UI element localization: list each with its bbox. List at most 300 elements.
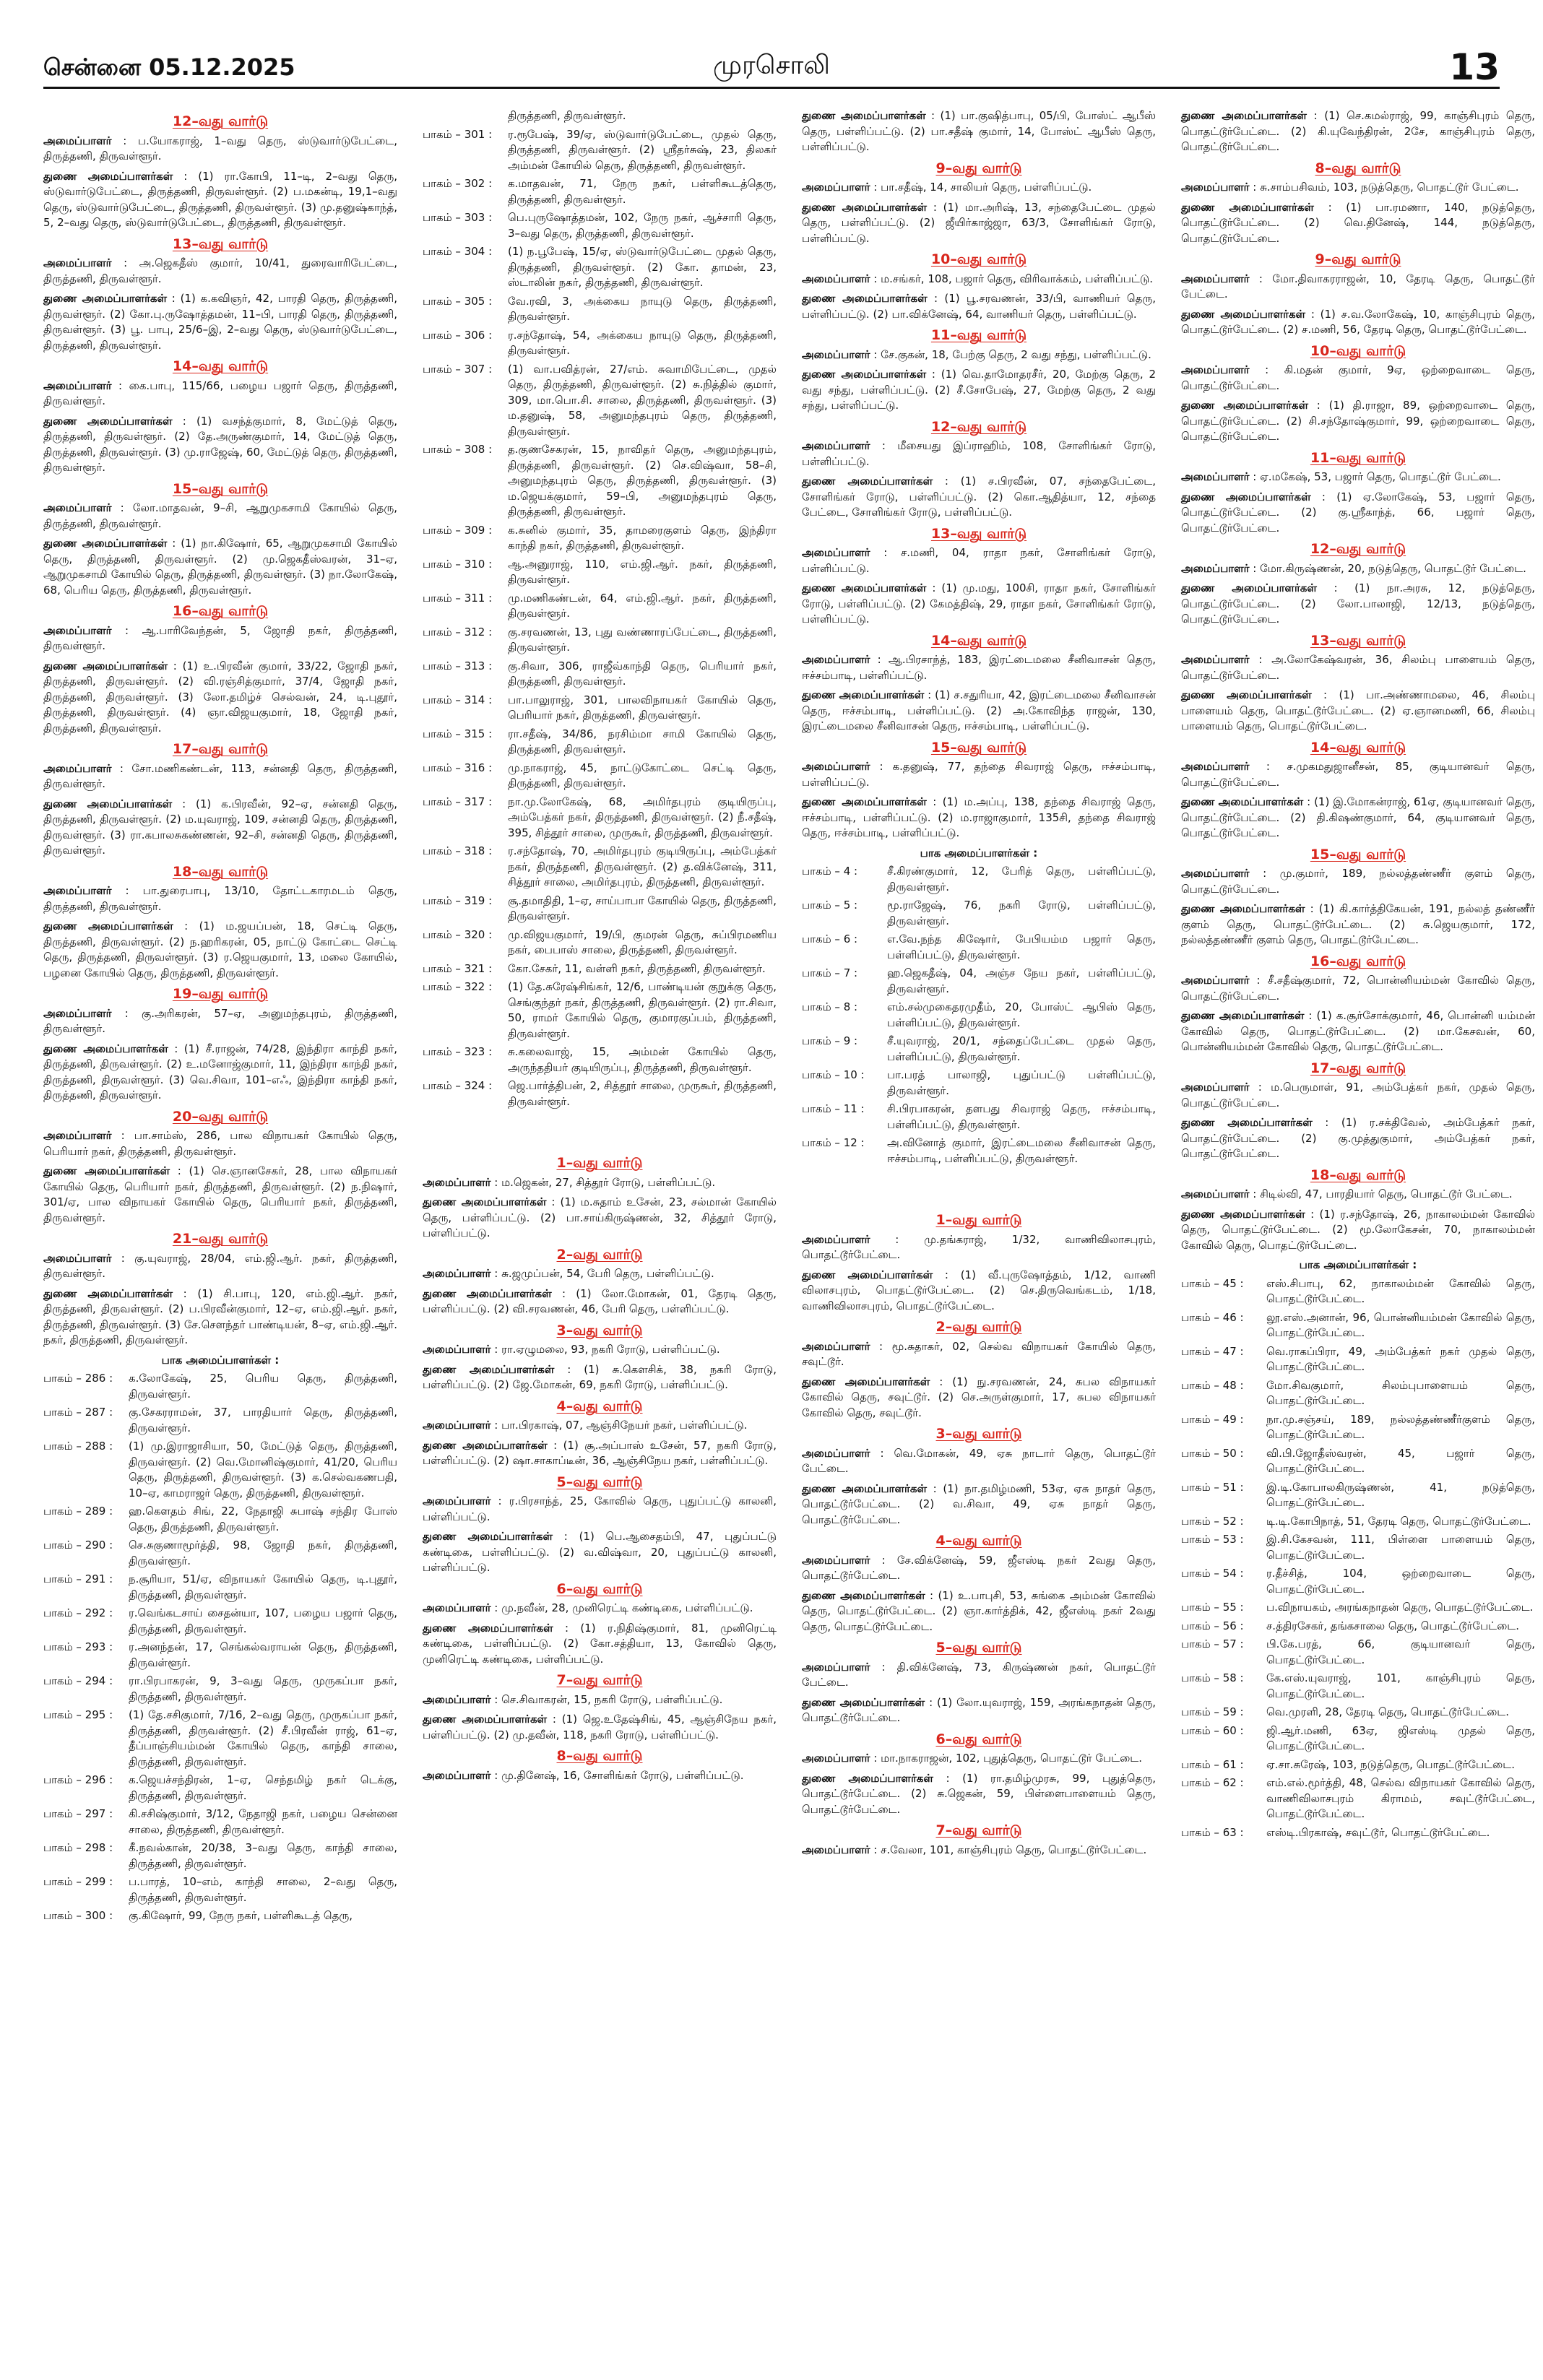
pagam-number: பாகம் – 298 : <box>43 1841 113 1854</box>
pagam-person: கி.சசிஷ்குமார், 3/12, நேதாஜி நகர், பழைய சென்னை சாலை, திருத்தணி, திருவள்ளூர். <box>129 1807 397 1836</box>
pagam-person: ப.பாரத், 10–எம், காந்தி சாலை, 2–வது தெரு, திருத்தணி, திருவள்ளூர். <box>129 1875 397 1904</box>
pagam-number: பாகம் – 316 : <box>423 761 493 774</box>
organiser-name: ப.யோகராஜ், 1–வது தெரு, ஸ்டுவார்டுபேட்டை, திருத்தணி, திருவள்ளூர். <box>43 134 397 163</box>
organiser: அமைப்பாளர் : மு.நவீன், 28, முனிரெட்டி கண்டிகை, பள்ளிப்பட்டு. <box>423 1601 753 1614</box>
pagam-person: (1) தே.சுரேஷ்சிங்கர், 12/6, பாண்டியன் குறுக்கு தெரு, செங்குந்தர் நகர், திருத்தணி, திருவள்ளூர். (2) ரா.சிவா, 50, ராமர் கோயில் தெரு, குமாரகுப்பம், திருத்தணி, திருவள்ளூர். <box>508 980 777 1040</box>
organiser-label: அமைப்பாளர் <box>423 1419 491 1432</box>
organiser-label: அமைப்பாளர் <box>802 181 870 194</box>
deputy-list: (1) ரா.தமிழ்முரசு, 99, புதுத்தெரு, பொதட்டூர்பேட்டை. (2) சு.ஜெகன், 59, பிள்ளைபாளையம் தெரு, பொதட்டூர்பேட்டை. <box>802 1771 1157 1816</box>
pagam-entry <box>43 1572 397 1603</box>
column-1 <box>43 108 397 1927</box>
organiser: அமைப்பாளர் : அ.ஜெகதீஸ் குமார், 10/41, துரைவாரிபேட்டை, திருத்தணி, திருவள்ளூர். <box>43 256 397 285</box>
organiser-name: பா.சாம்ஸ், 286, பால விநாயகர் கோயில் தெரு, பெரியார் நகர், திருத்தணி, திருவள்ளூர். <box>43 1129 397 1158</box>
deputy-list: (1) நா.தமிழ்மணி, 53ஏ, ஏசு நாதர் தெரு, பொதட்டூர்பேட்டை. (2) வ.சிவா, 49, ஏசு நாதர் தெரு, பொதட்டூர்பேட்டை. <box>802 1481 1157 1526</box>
ward-heading <box>802 1427 1156 1442</box>
organiser-name: மோ.திவாகரராஜன், 10, தேரடி தெரு, பொதட்டூர் பேட்டை. <box>1181 272 1535 300</box>
deputy-list: (1) நு.சரவணன், 24, சுபல விநாயகர் கோவில் தெரு, சவுட்டூர். (2) செ.அருள்குமார், 17, சுபல விநாயகர் கோவில் தெரு, சவுட்டூர். <box>802 1375 1157 1419</box>
organiser-name: பா.துரைபாபு, 13/10, தோட்டகாரமடம் தெரு, திருத்தணி, திருவள்ளூர். <box>43 884 397 913</box>
ward-heading <box>1181 954 1535 970</box>
pagam-person: கு.கிஷோர், 99, நேரு நகர், பள்ளிகூடத் தெரு, <box>129 1909 353 1922</box>
deputy-organisers: துணை அமைப்பாளர்கள் : (1) பா.குஷித்பாபு, 05/பி, போஸ்ட் ஆபீஸ் தெரு, பள்ளிப்பட்டு. (2) பா.சதீஷ் குமார், 14, போஸ்ட் ஆபீஸ் தெரு, பள்ளிப்பட்டு. <box>802 109 1156 153</box>
organiser-name: மா.நாகராஜன், 102, புதுத்தெரு, பொதட்டூர் பேட்டை. <box>881 1752 1142 1765</box>
pagam-number: பாகம் – 302 : <box>423 177 493 190</box>
deputy-list: (1) சு.கௌசிக், 38, நகரி ரோடு, பள்ளிப்பட்டு. (2) ஜே.மோகன், 69, நகரி ரோடு, பள்ளிப்பட்டு. <box>423 1362 777 1391</box>
deputy-organisers: துணை அமைப்பாளர்கள் : (1) பெ.ஆசைதம்பி, 47, புதுப்பட்டு கண்டிகை, பள்ளிப்பட்டு. (2) வ.விஷ்வா, 20, புதுப்பட்டு காலனி, பள்ளிப்பட்டு. <box>423 1530 777 1574</box>
pagam-person: (1) தே.சசிகுமார், 7/16, 2–வது தெரு, முருகப்பா நகர், திருத்தணி, திருவள்ளூர். (2) சீ.பிரவீன் ராஜ், 61–ஏ, தீப்பாஞ்சியம்மன் கோயில் தெரு, காந்தி சாலை, திருத்தணி, திருவள்ளூர். <box>129 1708 397 1768</box>
deputy-list: (1) செ.ஞானசேகர், 28, பால விநாயகர் கோயில் தெரு, பெரியார் நகர், திருத்தணி, திருவள்ளூர். (2) ந.நிஷார், 301/ஏ, பால விநாயகர் கோயில் தெரு, பெரியார் நகர், திருத்தணி, திருவள்ளூர். <box>43 1164 397 1224</box>
organiser-name: மோ.கிருஷ்ணன், 20, நடுத்தெரு, பொதட்டூர் பேட்டை. <box>1260 561 1526 575</box>
organiser-label: அமைப்பாளர் <box>802 1660 870 1674</box>
ward-heading <box>423 1323 777 1339</box>
ward-heading <box>802 420 1156 436</box>
deputy-list: (1) ம.ஜயப்பன், 18, செட்டி தெரு, திருத்தணி, திருவள்ளூர். (2) ந.ஹரிகரன், 05, நாட்டு கோட்டை செட்டி தெரு, திருத்தணி, திருவள்ளூர். (3) ர.ஜெயகுமார், 13, மலை கோயில், பழனை கோயில் தெரு, திருத்தணி, திருவள்ளூர். <box>43 919 398 979</box>
ward-heading <box>423 1582 777 1598</box>
pagam-entry <box>1181 1825 1535 1841</box>
pagam-number: பாகம் – 63 : <box>1181 1825 1244 1839</box>
ward-heading <box>802 1213 1156 1229</box>
pagam-person: க.ஜெயச்சந்திரன், 1–ஏ, செந்தமிழ் நகர் டெக்கு, திருத்தணி, திருவள்ளூர். <box>129 1773 397 1802</box>
deputy-label: துணை அமைப்பாளர்கள் <box>1181 1116 1313 1129</box>
pagam-person: எஸ்.சிபாபு, 62, நாகாலம்மன் கோவில் தெரு, பொதட்டூர்பேட்டை. <box>1266 1276 1535 1305</box>
pagam-entry <box>423 210 777 241</box>
organiser-name: மு.நவீன், 28, முனிரெட்டி கண்டிகை, பள்ளிப்பட்டு. <box>501 1601 753 1614</box>
ward-heading <box>423 1673 777 1689</box>
deputy-organisers: துணை அமைப்பாளர்கள் : (1) நா.தமிழ்மணி, 53ஏ, ஏசு நாதர் தெரு, பொதட்டூர்பேட்டை. (2) வ.சிவா, 49, ஏசு நாதர் தெரு, பொதட்டூர்பேட்டை. <box>802 1481 1157 1526</box>
ward-heading <box>1181 252 1535 268</box>
pagam-number: பாகம் – 305 : <box>423 294 493 308</box>
ward-heading <box>1181 1061 1535 1077</box>
organiser-label: அமைப்பாளர் <box>1181 1187 1250 1200</box>
organiser-name: மு.தினேஷ், 16, சோளிங்கர் ரோடு, பள்ளிப்பட்டு. <box>501 1768 744 1782</box>
deputy-list: (1) ம.சுதாம் உசேன், 23, சல்மான் கோயில் தெரு, பள்ளிப்பட்டு. (2) பா.சாய்கிருஷ்ணன், 32, சித்தூர் ரோடு, பள்ளிப்பட்டு. <box>423 1195 777 1239</box>
organiser-label: அமைப்பாளர் <box>1181 561 1250 575</box>
pagam-entry <box>43 1439 397 1501</box>
deputy-list: (1) ஜெ.உதேஷ்சிங், 45, ஆஞ்சிநேய நகர், பள்ளிப்பட்டு. (2) மு.தவீன், 118, நகரி ரோடு, பள்ளிப்பட்டு. <box>423 1713 777 1741</box>
pagam-entry <box>1181 1705 1535 1721</box>
ward-title: 2–வது வார்டு <box>556 1246 643 1263</box>
deputy-list: (1) மா.அரிஷ், 13, சந்தைபேட்டை முதல் தெரு, பள்ளிப்பட்டு. (2) ஜீயிர்காஜ்ஜா, 63/3, சோளிங்கர் ரோடு, பள்ளிப்பட்டு. <box>802 200 1157 245</box>
deputy-organisers: துணை அமைப்பாளர்கள் : (1) ம.அப்பு, 138, தந்தை சிவராஜ் தெரு, ஈச்சம்பாடி, பள்ளிப்பட்டு. (2) ம.ராஜாகுமார், 135சி, தந்தை சிவராஜ் தெரு, ஈச்சம்பாடி, பள்ளிப்பட்டு. <box>802 795 1157 839</box>
pagam-number: பாகம் – 53 : <box>1181 1533 1244 1546</box>
pagam-number: பாகம் – 315 : <box>423 727 493 740</box>
organiser-label: அமைப்பாளர் <box>43 501 112 514</box>
ward-title: 13–வது வார்டு <box>172 235 269 252</box>
ward-heading <box>1181 633 1535 649</box>
ward-heading <box>1181 161 1535 177</box>
deputy-organisers: துணை அமைப்பாளர்கள் : (1) நா.அரசு, 12, நடுத்தெரு, பொதட்டூர்பேட்டை. (2) லோ.பாலாஜி, 12/13, நடுத்தெரு, பொதட்டூர்பேட்டை. <box>1181 581 1535 626</box>
deputy-organisers: துணை அமைப்பாளர்கள் : (1) ரா.கோபி, 11–டி, 2–வது தெரு, ஸ்டுவார்டுபேட்டை, திருத்தணி, திருவள்ளூர். (2) ப.மகன்டி, 19,1–வது தெரு, ஸ்டுவார்டுபேட்டை, திருத்தணி, திருவள்ளூர். (3) மு.தனுஷ்காந்த், 5, 2–வது தெரு, ஸ்டுவார்டுபேட்டை, திருத்தணி, திருவள்ளூர். <box>43 169 397 229</box>
deputy-organisers: துணை அமைப்பாளர்கள் : (1) தி.ராஜா, 89, ஒற்றைவாடை தெரு, பொதட்டூர்பேட்டை. (2) சி.சந்தோஷ்குமார், 99, ஒற்றைவாடை தெரு, பொதட்டூர்பேட்டை. <box>1181 399 1535 443</box>
deputy-label: துணை அமைப்பாளர்கள் <box>423 1621 553 1635</box>
organiser-name: மு.குமார், 189, நல்லத்தண்ணீர் குளம் தெரு, பொதட்டூர்பேட்டை. <box>1181 867 1535 896</box>
ward-heading <box>43 1109 397 1125</box>
organiser: அமைப்பாளர் : சே.குகன், 18, பேற்கு தெரு, 2 வது சந்து, பள்ளிப்பட்டு. <box>802 347 1151 361</box>
ward-title: 13–வது வார்டு <box>1310 632 1406 649</box>
pagam-entry <box>423 659 777 690</box>
deputy-organisers: துணை அமைப்பாளர்கள் : (1) பா.அண்ணாமலை, 46, சிலம்பு பாளையம் தெரு, பொதட்டூர்பேட்டை. (2) ஏ.ஞானமணி, 66, சிலம்பு பாளையம் தெரு, பொதட்டூர்பேட்டை. <box>1181 688 1535 732</box>
organiser-label: அமைப்பாளர் <box>43 623 112 637</box>
pagam-entry <box>423 979 777 1042</box>
deputy-list: (1) பா.குஷித்பாபு, 05/பி, போஸ்ட் ஆபீஸ் தெரு, பள்ளிப்பட்டு. (2) பா.சதீஷ் குமார், 14, போஸ்ட் ஆபீஸ் தெரு, பள்ளிப்பட்டு. <box>802 109 1156 153</box>
deputy-list: (1) க.பிரவீன், 92–ஏ, சன்னதி தெரு, திருத்தணி, திருவள்ளூர். (2) ம.யுவராஜ், 109, சன்னதி தெரு, திருத்தணி, திருவள்ளூர். (3) ரா.கபாலசுகண்ணன், 92–சி, சன்னதி தெரு, திருத்தணி, திருவள்ளூர். <box>43 797 398 857</box>
pagam-person: கு.சிவா, 306, ராஜீவ்காந்தி தெரு, பெரியார் நகர், திருத்தணி, திருவள்ளூர். <box>508 659 777 688</box>
organiser-name: சே.குகன், 18, பேற்கு தெரு, 2 வது சந்து, பள்ளிப்பட்டு. <box>881 347 1151 361</box>
pagam-number: பாகம் – 297 : <box>43 1807 113 1820</box>
pagam-number: பாகம் – 4 : <box>802 865 858 878</box>
deputy-organisers: துணை அமைப்பாளர்கள் : (1) ம.சுதாம் உசேன், 23, சல்மான் கோயில் தெரு, பள்ளிப்பட்டு. (2) பா.சாய்கிருஷ்ணன், 32, சித்தூர் ரோடு, பள்ளிப்பட்டு. <box>423 1195 777 1239</box>
pagam-number: பாகம் – 60 : <box>1181 1723 1244 1737</box>
deputy-list: (1) ச.பிரவீன், 07, சந்தைபேட்டை, சோளிங்கர் ரோடு, பள்ளிப்பட்டு. (2) கொ.ஆதித்யா, 12, சந்தை பேட்டை, சோளிங்கர் ரோடு, பள்ளிப்பட்டு. <box>802 475 1157 519</box>
organiser-name: ஏ.மகேஷ், 53, பஜார் தெரு, பொதட்டூர் பேட்டை. <box>1260 470 1501 483</box>
deputy-label: துணை அமைப்பாளர்கள் <box>1181 688 1312 701</box>
pagam-number: பாகம் – 299 : <box>43 1875 113 1888</box>
pagam-number: பாகம் – 313 : <box>423 659 493 672</box>
ward-title: 10–வது வார்டு <box>1310 342 1406 359</box>
organiser-name: அ.லோகேஷ்வரன், 36, சிலம்பு பாளையம் தெரு, பொதட்டூர்பேட்டை. <box>1181 653 1536 682</box>
pagam-person: எஸ்டி.பிரகாஷ், சவுட்டூர், பொதட்டூர்பேட்டை. <box>1266 1825 1490 1839</box>
pagam-entry <box>1181 1723 1535 1754</box>
pagam-person: த.குணசேகரன், 15, நாவிதர் தெரு, அனுமந்தபுரம், திருத்தணி, திருவள்ளூர். (2) செ.விஷ்வா, 58–சி, அனுமந்தபுரம் தெரு, திருத்தணி, திருவள்ளூர். (3) ம.ஜெயக்குமார், 59–பி, அனுமந்தபுரம் தெரு, திருத்தணி, திருவள்ளூர். <box>508 443 777 518</box>
organiser-name: சிடில்வி, 47, பாரதியார் தெரு, பொதட்டூர் பேட்டை. <box>1260 1187 1513 1200</box>
pagam-entry <box>423 693 777 724</box>
organiser: அமைப்பாளர் : மோ.கிருஷ்ணன், 20, நடுத்தெரு, பொதட்டூர் பேட்டை. <box>1181 561 1526 575</box>
deputy-organisers: துணை அமைப்பாளர்கள் : (1) லோ.யுவராஜ், 159, அரங்கநாதன் தெரு, பொதட்டூர்பேட்டை. <box>802 1695 1157 1724</box>
deputy-organisers: துணை அமைப்பாளர்கள் : (1) வீ.புருஷோத்தம், 1/12, வாணி விலாசபுரம், பொதட்டூர்பேட்டை. (2) செ.திருவெங்கடம், 1/18, வாணிவிலாசபுரம், பொதட்டூர்பேட்டை. <box>802 1268 1157 1312</box>
deputy-list: (1) வீ.புருஷோத்தம், 1/12, வாணி விலாசபுரம், பொதட்டூர்பேட்டை. (2) செ.திருவெங்கடம், 1/18, வாணிவிலாசபுரம், பொதட்டூர்பேட்டை. <box>802 1268 1157 1312</box>
pagam-entry <box>423 557 777 588</box>
ward-title: 14–வது வார்டு <box>1310 739 1406 756</box>
deputy-list: (1) வெ.தாமோதரசீர், 20, மேற்கு தெரு, 2 வது சந்து, பள்ளிப்பட்டு. (2) சீ.சோபேஷ், 27, மேற்கு தெரு, 2 வது சந்து, பள்ளிப்பட்டு. <box>802 368 1156 412</box>
organiser-name: செ.சிவாகரன், 15, நகரி ரோடு, பள்ளிப்பட்டு. <box>501 1692 723 1706</box>
organiser: அமைப்பாளர் : ர.பிரசாந்த், 25, கோவில் தெரு, புதுப்பட்டு காலனி, பள்ளிப்பட்டு. <box>423 1494 777 1523</box>
organiser: அமைப்பாளர் : மு.தங்கராஜ், 1/32, வாணிவிலாசபுரம், பொதட்டூர்பேட்டை. <box>802 1232 1156 1261</box>
pagam-person: மு.விஜயகுமார், 19/பி, குமரன் தெரு, சுப்பிரமணிய நகர், பைபாஸ் சாலை, திருத்தணி, திருவள்ளூர். <box>508 927 777 956</box>
organiser: அமைப்பாளர் : சிடில்வி, 47, பாரதியார் தெரு, பொதட்டூர் பேட்டை. <box>1181 1187 1513 1200</box>
pagam-person: க.மாதவன், 71, நேரு நகர், பள்ளிகூடத்தெரு, திருத்தணி, திருவள்ளூர். <box>508 177 777 206</box>
pagam-person: ரா.சதீஷ், 34/86, நரசிம்மா சாமி கோயில் தெரு, திருத்தணி, திருவள்ளூர். <box>508 727 777 756</box>
ward-heading <box>802 527 1156 542</box>
deputy-label: துணை அமைப்பாளர்கள் <box>43 169 173 183</box>
organiser: அமைப்பாளர் : மு.குமார், 189, நல்லத்தண்ணீர் குளம் தெரு, பொதட்டூர்பேட்டை. <box>1181 867 1535 896</box>
organiser-label: அமைப்பாளர் <box>43 256 112 269</box>
pagam-person: திருத்தணி, திருவள்ளூர். <box>508 109 626 122</box>
organiser: அமைப்பாளர் : கி.மதன் குமார், 9ஏ, ஒற்றைவாடை தெரு, பொதட்டூர்பேட்டை. <box>1181 363 1535 392</box>
pagam-person: கீ.நவல்கான், 20/38, 3–வது தெரு, காந்தி சாலை, திருத்தணி, திருவள்ளூர். <box>129 1841 397 1870</box>
pagam-number: பாகம் – 47 : <box>1181 1344 1244 1358</box>
ward-heading <box>43 604 397 620</box>
pagam-number: பாகம் – 301 : <box>423 127 493 141</box>
deputy-organisers: துணை அமைப்பாளர்கள் : (1) ஏ.லோகேஷ், 53, பஜார் தெரு, பொதட்டூர்பேட்டை. (2) கு.ஸ்ரீகாந்த், 66, பஜார் தெரு, பொதட்டூர்பேட்டை. <box>1181 490 1536 535</box>
pagam-entry <box>1181 1566 1535 1597</box>
organiser: அமைப்பாளர் : மீசையது இப்ராஹிம், 108, சோளிங்கர் ரோடு, பள்ளிப்பட்டு. <box>802 439 1156 468</box>
pagam-person: எம்.சல்முகைதரமுதீம், 20, போஸ்ட் ஆபிஸ் தெரு, பள்ளிப்பட்டு, திருவள்ளூர். <box>887 1000 1156 1029</box>
organiser-label: அமைப்பாளர் <box>423 1343 491 1356</box>
organiser-label: அமைப்பாளர் <box>423 1692 491 1706</box>
ward-title: 16–வது வார்டு <box>1310 953 1406 969</box>
pagam-entry <box>423 294 777 325</box>
deputy-label: துணை அமைப்பாளர்கள் <box>43 1164 170 1177</box>
organiser-name: ர.பிரசாந்த், 25, கோவில் தெரு, புதுப்பட்டு காலனி, பள்ளிப்பட்டு. <box>423 1494 777 1523</box>
pagam-entry <box>43 1708 397 1770</box>
deputy-label: துணை அமைப்பாளர்கள் <box>423 1438 548 1452</box>
ward-heading <box>43 237 397 253</box>
pagam-person: அ.வினோத் குமார், இரட்டைமலை சீனிவாசன் தெரு, ஈச்சம்பாடி, பள்ளிப்பட்டு, திருவள்ளூர். <box>887 1136 1156 1165</box>
pagam-number: பாகம் – 6 : <box>802 932 858 945</box>
date-city: சென்னை 05.12.2025 <box>43 53 295 81</box>
pagam-number: பாகம் – 55 : <box>1181 1601 1244 1614</box>
ward-title: 8–வது வார்டு <box>556 1748 643 1764</box>
pagam-person: பா.பாலுராஜ், 301, பாலவிநாயகர் கோயில் தெரு, பெரியார் நகர், திருத்தணி, திருவள்ளூர். <box>508 693 777 722</box>
organiser-label: அமைப்பாளர் <box>802 1553 870 1567</box>
pagam-heading: பாக அமைப்பாளர்கள் : <box>920 846 1038 860</box>
pagam-person: ச.த்திரசேகர், தங்கசாலை தெரு, பொதட்டூர்பேட்டை. <box>1266 1619 1520 1632</box>
deputy-organisers: துணை அமைப்பாளர்கள் : (1) வெ.தாமோதரசீர், 20, மேற்கு தெரு, 2 வது சந்து, பள்ளிப்பட்டு. (2) சீ.சோபேஷ், 27, மேற்கு தெரு, 2 வது சந்து, பள்ளிப்பட்டு. <box>802 368 1156 412</box>
organiser-name: பா.சதீஷ், 14, சாலியர் தெரு, பள்ளிப்பட்டு. <box>881 181 1092 194</box>
organiser: அமைப்பாளர் : க.தனுஷ், 77, தந்தை சிவராஜ் தெரு, ஈச்சம்பாடி, பள்ளிப்பட்டு. <box>802 760 1156 789</box>
deputy-label: துணை அமைப்பாளர்கள் <box>423 1362 555 1376</box>
organiser-name: ம.பெருமாள், 91, அம்பேத்கர் நகர், முதல் தெரு, பொதட்டூர்பேட்டை. <box>1181 1081 1535 1109</box>
pagam-number: பாகம் – 49 : <box>1181 1412 1244 1426</box>
deputy-label: துணை அமைப்பாளர்கள் <box>802 1375 930 1388</box>
organiser-label: அமைப்பாளர் <box>802 1752 870 1765</box>
pagam-person: ஆ.அனுராஜ், 110, எம்.ஜி.ஆர். நகர், திருத்தணி, திருவள்ளூர். <box>508 557 777 586</box>
ward-title: 8–வது வார்டு <box>1315 160 1401 176</box>
ward-title: 18–வது வார்டு <box>1310 1167 1406 1183</box>
organiser-name: ஆ.பாரிவேந்தன், 5, ஜோதி நகர், திருத்தணி, திருவள்ளூர். <box>43 623 397 652</box>
ward-title: 20–வது வார்டு <box>172 1108 269 1125</box>
deputy-label: துணை அமைப்பாளர்கள் <box>423 1530 553 1543</box>
organiser-name: மு.தங்கராஜ், 1/32, வாணிவிலாசபுரம், பொதட்டூர்பேட்டை. <box>802 1232 1156 1261</box>
deputy-label: துணை அமைப்பாளர்கள் <box>43 537 168 550</box>
organiser: அமைப்பாளர் : ச.முகமதுஜானீசன், 85, குடியானவர் தெரு, பொதட்டூர்பேட்டை. <box>1181 760 1535 789</box>
pagam-entry <box>423 727 777 758</box>
ward-title: 15–வது வார்டு <box>930 739 1027 756</box>
deputy-label: துணை அமைப்பாளர்கள் <box>802 109 926 122</box>
pagam-person: இ.சி.கேசவன், 111, பிள்ளை பாளையம் தெரு, பொதட்டூர்பேட்டை. <box>1266 1533 1535 1562</box>
pagam-number: பாகம் – 295 : <box>43 1708 113 1721</box>
pagam-person: க.சுனில் குமார், 35, தாமரைகுளம் தெரு, இந்திரா காந்தி நகர், திருத்தணி, திருவள்ளூர். <box>508 523 777 552</box>
organiser-name: ச.முகமதுஜானீசன், 85, குடியானவர் தெரு, பொதட்டூர்பேட்டை. <box>1181 760 1535 789</box>
pagam-number: பாகம் – 59 : <box>1181 1705 1244 1718</box>
pagam-person: செ.சுகுணாமூர்த்தி, 98, ஜோதி நகர், திருத்தணி, திருவள்ளூர். <box>129 1539 397 1567</box>
pagam-entry <box>423 844 777 891</box>
ward-heading <box>802 1732 1156 1748</box>
pagam-entry <box>1181 1446 1535 1477</box>
ward-heading <box>423 1399 777 1415</box>
deputy-organisers: துணை அமைப்பாளர்கள் : (1) ர.சந்தோஷ், 26, நாகாலம்மன் கோவில் தெரு, பொதட்டூர்பேட்டை. (2) மூ.லோகேசன், 70, நாகாலம்மன் கோவில் தெரு, பொதட்டூர்பேட்டை. <box>1181 1207 1536 1252</box>
pagam-entry <box>423 442 777 520</box>
pagam-person: (1) வா.பவித்ரன், 27/எம். சுவாமிபேட்டை, முதல் தெரு, திருத்தணி, திருவள்ளூர். (2) சு.நித்தில் குமார், 309, மா.பொ.சி. சாலை, திருத்தணி, திருவள்ளூர். (3) ம.தனுஷ், 58, அனுமந்தபுரம் தெரு, திருத்தணி, திருவள்ளூர். <box>508 362 777 438</box>
deputy-organisers: துணை அமைப்பாளர்கள் : (1) நா.கிஷோர், 65, ஆறுமுகசாமி கோயில் தெரு, திருத்தணி, திருவள்ளூர். (2) மு.ஜெகதீஸ்வரன், 31–ஏ, ஆறுமுகசாமி கோயில் தெரு, திருத்தணி, திருவள்ளூர். (3) நா.லோகேஷ், 68, பெரிய தெரு, திருத்தணி, திருவள்ளூர். <box>43 537 398 597</box>
pagam-person: கு.சேகரராமன், 37, பாரதியார் தெரு, திருத்தணி, திருவள்ளூர். <box>129 1406 397 1435</box>
organiser: அமைப்பாளர் : சீ.சதீஷ்குமார், 72, பொன்னியம்மன் கோவில் தெரு, பொதட்டூர்பேட்டை. <box>1181 974 1536 1003</box>
organiser-label: அமைப்பாளர் <box>43 1006 112 1020</box>
pagam-person: ர.அனந்தன், 17, செங்கல்வராயன் தெரு, திருத்தணி, திருவள்ளூர். <box>129 1640 397 1669</box>
pagam-person: மு.நாகராஜ், 45, நாட்டுகோட்டை செட்டி தெரு, திருத்தணி, திருவள்ளூர். <box>508 761 777 789</box>
deputy-label: துணை அமைப்பாளர்கள் <box>43 1286 173 1300</box>
organiser-label: அமைப்பாளர் <box>802 439 870 452</box>
pagam-person: நா.மு.சஞ்சய், 189, நல்லத்தண்ணீர்குளம் தெரு, பொதட்டூர்பேட்டை. <box>1266 1412 1535 1441</box>
page-number: 13 <box>1449 46 1500 88</box>
deputy-label: துணை அமைப்பாளர்கள் <box>1181 795 1304 808</box>
pagam-number: பாகம் – 7 : <box>802 966 858 979</box>
deputy-label: துணை அமைப்பாளர்கள் <box>1181 490 1311 503</box>
deputy-list: (1) சூ.அப்பாஸ் உசேன், 57, நகரி ரோடு, பள்ளிப்பட்டு. (2) ஷா.சாகாப்டீன், 36, ஆஞ்சிநேய நகர், பள்ளிப்பட்டு. <box>423 1438 777 1467</box>
pagam-person: எம்.எல்.மூர்த்தி, 48, செல்வ விநாயகர் கோவில் தெரு, வாணிவிலாசபுரம் கிராமம், சவுட்டூர்பேட்டை, பொதட்டூர்பேட்டை. <box>1266 1776 1535 1820</box>
ward-heading <box>43 114 397 130</box>
pagam-number: பாகம் – 291 : <box>43 1572 113 1585</box>
pagam-entry <box>43 1538 397 1569</box>
deputy-organisers: துணை அமைப்பாளர்கள் : (1) வசந்த்குமார், 8, மேட்டுத் தெரு, திருத்தணி, திருவள்ளூர். (2) தே.அருண்குமார், 14, மேட்டுத் தெரு, திருத்தணி, திருவள்ளூர். (3) மு.ராஜேஷ், 60, மேட்டுத் தெரு, திருத்தணி, திருவள்ளூர். <box>43 414 398 474</box>
pagam-number: பாகம் – 288 : <box>43 1440 113 1453</box>
deputy-list: (1) பூ.சரவணன், 33/பி, வாணியர் தெரு, பள்ளிப்பட்டு. (2) பா.விக்னேஷ், 64, வாணியர் தெரு, பள்ளிப்பட்டு. <box>802 292 1157 321</box>
organiser: அமைப்பாளர் : ஏ.மகேஷ், 53, பஜார் தெரு, பொதட்டூர் பேட்டை. <box>1181 470 1501 483</box>
pagam-entry <box>43 1773 397 1804</box>
organiser-label: அமைப்பாளர் <box>802 1843 870 1856</box>
deputy-list: (1) ர.சக்திவேல், அம்பேத்கர் நகர், பொதட்டூர்பேட்டை. (2) கு.முத்துகுமார், அம்பேத்கர் நகர், பொதட்டூர்பேட்டை. <box>1181 1116 1536 1160</box>
organiser-label: அமைப்பாளர் <box>1181 760 1250 773</box>
pagam-entry <box>802 1000 1156 1031</box>
pagam-number: பாகம் – 57 : <box>1181 1637 1244 1650</box>
organiser-name: மீசையது இப்ராஹிம், 108, சோளிங்கர் ரோடு, பள்ளிப்பட்டு. <box>802 439 1156 468</box>
deputy-label: துணை அமைப்பாளர்கள் <box>802 1481 927 1495</box>
pagam-person: (1) மு.இராஜாசியா, 50, மேட்டுத் தெரு, திருத்தணி, திருவள்ளூர். (2) வெ.மோனிஷ்குமார், 41/20, பெரிய தெரு, திருத்தணி, திருவள்ளூர். (3) க.செல்வகணபதி, 10–ஏ, காமராஜர் தெரு, திருத்தணி, திருவள்ளூர். <box>129 1440 397 1500</box>
organiser: அமைப்பாளர் : ப.யோகராஜ், 1–வது தெரு, ஸ்டுவார்டுபேட்டை, திருத்தணி, திருவள்ளூர். <box>43 134 397 163</box>
pagam-entry <box>802 864 1156 895</box>
pagam-number: பாகம் – 48 : <box>1181 1378 1244 1392</box>
pagam-entry <box>1181 1344 1535 1375</box>
pagam-entry <box>1181 1276 1535 1307</box>
pagam-person: ஹ.ஜெகதீஷ், 04, அஞ்ச நேய நகர், பள்ளிப்பட்டு, திருவள்ளூர். <box>887 966 1156 995</box>
ward-title: 15–வது வார்டு <box>172 480 269 497</box>
deputy-label: துணை அமைப்பாளர்கள் <box>802 292 928 305</box>
organiser-label: அமைப்பாளர் <box>43 884 112 897</box>
ward-title: 11–வது வார்டு <box>930 327 1027 343</box>
organiser: அமைப்பாளர் : அ.லோகேஷ்வரன், 36, சிலம்பு பாளையம் தெரு, பொதட்டூர்பேட்டை. <box>1181 653 1536 682</box>
deputy-list: (1) பெ.ஆசைதம்பி, 47, புதுப்பட்டு கண்டிகை, பள்ளிப்பட்டு. (2) வ.விஷ்வா, 20, புதுப்பட்டு காலனி, பள்ளிப்பட்டு. <box>423 1530 777 1574</box>
organiser: அமைப்பாளர் : ஆ.பாரிவேந்தன், 5, ஜோதி நகர், திருத்தணி, திருவள்ளூர். <box>43 623 397 652</box>
pagam-person: வெ.முரளி, 28, தேரடி தெரு, பொதட்டூர்பேட்டை. <box>1266 1705 1509 1718</box>
organiser-label: அமைப்பாளர் <box>423 1601 491 1614</box>
pagam-entry <box>423 927 777 959</box>
column-3 <box>802 108 1156 1862</box>
deputy-label: துணை அமைப்பாளர்கள் <box>802 688 925 701</box>
deputy-label: துணை அமைப்பாளர்கள் <box>43 659 168 672</box>
pagam-person: சி.பிரபாகரன், தளபது சிவராஜ் தெரு, ஈச்சம்பாடி, பள்ளிப்பட்டு, திருவள்ளூர். <box>887 1102 1156 1131</box>
deputy-label: துணை அமைப்பாளர்கள் <box>1181 399 1309 412</box>
newspaper-title: முரசொலி <box>713 51 830 80</box>
ward-title: 10–வது வார்டு <box>930 251 1027 267</box>
ward-title: 17–வது வார்டு <box>172 741 269 757</box>
organiser: அமைப்பாளர் : தி.விக்னேஷ், 73, கிருஷ்ணன் நகர், பொதட்டூர் பேட்டை. <box>802 1660 1156 1689</box>
pagam-person: ர.வெங்கடசாய் சைதன்யா, 107, பழைய பஜார் தெரு, திருத்தணி, திருவள்ளூர். <box>129 1606 397 1635</box>
pagam-number: பாகம் – 56 : <box>1181 1619 1244 1632</box>
column-2 <box>423 108 777 1788</box>
ward-title: 1–வது வார்டு <box>556 1155 643 1171</box>
ward-heading <box>1181 847 1535 863</box>
ward-heading <box>802 252 1156 268</box>
organiser-name: சோ.மணிகண்டன், 113, சன்னதி தெரு, திருத்தணி, திருவள்ளூர். <box>43 761 397 790</box>
organiser-label: அமைப்பாளர் <box>1181 363 1250 376</box>
deputy-label: துணை அமைப்பாளர்கள் <box>1181 902 1305 915</box>
ward-heading <box>423 1475 777 1491</box>
pagam-number: பாகம் – 322 : <box>423 980 493 993</box>
ward-title: 2–வது வார்டு <box>935 1319 1022 1335</box>
ward-heading <box>802 633 1156 649</box>
organiser-label: அமைப்பாளர் <box>43 134 112 147</box>
organiser-name: ம.சங்கர், 108, பஜார் தெரு, விரிவாக்கம், பள்ளிப்பட்டு. <box>881 272 1154 285</box>
pagam-person: (1) ந.பூபேஷ், 15/ஏ, ஸ்டுவார்டுபேட்டை முதல் தெரு, திருத்தணி, திருவள்ளூர். (2) கோ. தாமன், 23, ஸ்டாலின் நகர், திருத்தணி, திருவள்ளூர். <box>508 245 777 289</box>
organiser: அமைப்பாளர் : பா.சதீஷ், 14, சாலியர் தெரு, பள்ளிப்பட்டு. <box>802 181 1092 194</box>
organiser-name: லோ.மாதவன், 9–சி, ஆறுமுகசாமி கோயில் தெரு, திருத்தணி, திருவள்ளூர். <box>43 501 397 530</box>
deputy-organisers: துணை அமைப்பாளர்கள் : (1) ச.வ.லோகேஷ், 10, காஞ்சிபுரம் தெரு, பொதட்டூர்பேட்டை. (2) ச.மணி, 56, தேரடி தெரு, பொதட்டூர்பேட்டை. <box>1181 307 1536 336</box>
pagam-person: ர.தீச்சித், 104, ஒற்றைவாடை தெரு, பொதட்டூர்பேட்டை. <box>1266 1567 1535 1596</box>
deputy-list: (1) தி.ராஜா, 89, ஒற்றைவாடை தெரு, பொதட்டூர்பேட்டை. (2) சி.சந்தோஷ்குமார், 99, ஒற்றைவாடை தெரு, பொதட்டூர்பேட்டை. <box>1181 399 1535 443</box>
column-4 <box>1181 108 1535 1843</box>
ward-title: 4–வது வார்டு <box>556 1398 643 1414</box>
ward-title: 3–வது வார்டு <box>935 1426 1022 1442</box>
pagam-entry <box>423 244 777 291</box>
deputy-list: (1) லோ.மோகன், 01, தேரடி தெரு, பள்ளிப்பட்டு. (2) வி.சரவணன், 46, பேரி தெரு, பள்ளிப்பட்டு. <box>423 1286 777 1315</box>
pagam-number: பாகம் – 5 : <box>802 899 858 912</box>
ward-title: 6–வது வார்டு <box>935 1731 1022 1747</box>
organiser-name: ம.ஜெகன், 27, சித்தூர் ரோடு, பள்ளிப்பட்டு. <box>501 1175 716 1189</box>
organiser-label: அமைப்பாளர் <box>1181 470 1250 483</box>
organiser-label: அமைப்பாளர் <box>423 1267 491 1280</box>
deputy-list: (1) லோ.யுவராஜ், 159, அரங்கநாதன் தெரு, பொதட்டூர்பேட்டை. <box>802 1695 1157 1724</box>
pagam-entry <box>423 625 777 656</box>
deputy-organisers: துணை அமைப்பாளர்கள் : (1) இ.மோகன்ராஜ், 61ஏ, குடியானவர் தெரு, பொதட்டூர்பேட்டை. (2) தி.கிஷண்குமார், 64, குடியானவர் தெரு, பொதட்டூர்பேட்டை. <box>1181 795 1536 839</box>
organiser-label: அமைப்பாளர் <box>43 1251 112 1265</box>
pagam-person: சு.கலைவாஜ், 15, அம்மன் கோயில் தெரு, அருந்ததியர் குடியிருப்பு, திருத்தணி, திருவள்ளூர். <box>508 1045 777 1074</box>
deputy-label: துணை அமைப்பாளர்கள் <box>802 795 927 808</box>
organiser: அமைப்பாளர் : கு.யுவராஜ், 28/04, எம்.ஜி.ஆர். நகர், திருத்தணி, திருவள்ளூர். <box>43 1251 397 1280</box>
pagam-entry <box>43 1606 397 1637</box>
deputy-list: (1) ரா.கோபி, 11–டி, 2–வது தெரு, ஸ்டுவார்டுபேட்டை, திருத்தணி, திருவள்ளூர். (2) ப.மகன்டி, 19,1–வது தெரு, ஸ்டுவார்டுபேட்டை, திருத்தணி, திருவள்ளூர். (3) மு.தனுஷ்காந்த், 5, 2–வது தெரு, ஸ்டுவார்டுபேட்டை, திருத்தணி, திருவள்ளூர். <box>43 169 397 229</box>
pagam-number: பாகம் – 306 : <box>423 328 493 342</box>
organiser-label: அமைப்பாளர் <box>802 760 870 773</box>
pagam-number: பாகம் – 50 : <box>1181 1446 1244 1460</box>
pagam-number: பாகம் – 62 : <box>1181 1776 1244 1789</box>
pagam-number: பாகம் – 310 : <box>423 557 493 571</box>
ward-heading <box>43 359 397 375</box>
deputy-label: துணை அமைப்பாளர்கள் <box>1181 581 1317 594</box>
pagam-number: பாகம் – 8 : <box>802 1000 858 1013</box>
organiser: அமைப்பாளர் : மு.தினேஷ், 16, சோளிங்கர் ரோடு, பள்ளிப்பட்டு. <box>423 1768 744 1782</box>
organiser-label: அமைப்பாளர் <box>1181 272 1250 285</box>
ward-title: 5–வது வார்டு <box>935 1640 1022 1656</box>
deputy-list: (1) செ.கமல்ராஜ், 99, காஞ்சிபுரம் தெரு, பொதட்டூர்பேட்டை. (2) கி.யுவேந்திரன், 2சே, காஞ்சிபுரம் தெரு, பொதட்டூர்பேட்டை. <box>1181 109 1536 153</box>
pagam-number: பாகம் – 58 : <box>1181 1671 1244 1684</box>
pagam-number: பாகம் – 321 : <box>423 961 493 975</box>
organiser-name: சு.ஜமுப்பன், 54, பேரி தெரு, பள்ளிப்பட்டு. <box>501 1267 714 1280</box>
pagam-number: பாகம் – 10 : <box>802 1068 865 1081</box>
organiser-label: அமைப்பாளர் <box>802 653 870 666</box>
pagam-entry <box>802 932 1156 963</box>
deputy-label: துணை அமைப்பாளர்கள் <box>423 1286 552 1300</box>
pagam-number: பாகம் – 54 : <box>1181 1567 1244 1580</box>
ward-title: 17–வது வார்டு <box>1310 1060 1406 1076</box>
deputy-label: துணை அமைப்பாளர்கள் <box>1181 1009 1305 1022</box>
organiser-label: அமைப்பாளர் <box>1181 181 1250 194</box>
ward-heading <box>1181 1168 1535 1184</box>
organiser-label: அமைப்பாளர் <box>423 1175 491 1189</box>
organiser: அமைப்பாளர் : ம.சங்கர், 108, பஜார் தெரு, விரிவாக்கம், பள்ளிப்பட்டு. <box>802 272 1154 285</box>
organiser: அமைப்பாளர் : சே.விக்னேஷ், 59, ஜீஎஸ்டி நகர் 2வது தெரு, பொதட்டூர்பேட்டை. <box>802 1553 1156 1582</box>
pagam-person: வெ.ராகப்பிரா, 49, அம்பேத்கர் நகர் முதல் தெரு, பொதட்டூர்பேட்டை. <box>1266 1344 1535 1373</box>
deputy-label: துணை அமைப்பாளர்கள் <box>802 1695 925 1709</box>
deputy-organisers: துணை அமைப்பாளர்கள் : (1) பா.ரமணா, 140, நடுத்தெரு, பொதட்டூர்பேட்டை. (2) வெ.தினேஷ், 144, நடுத்தெரு, பொதட்டூர்பேட்டை. <box>1181 200 1535 245</box>
